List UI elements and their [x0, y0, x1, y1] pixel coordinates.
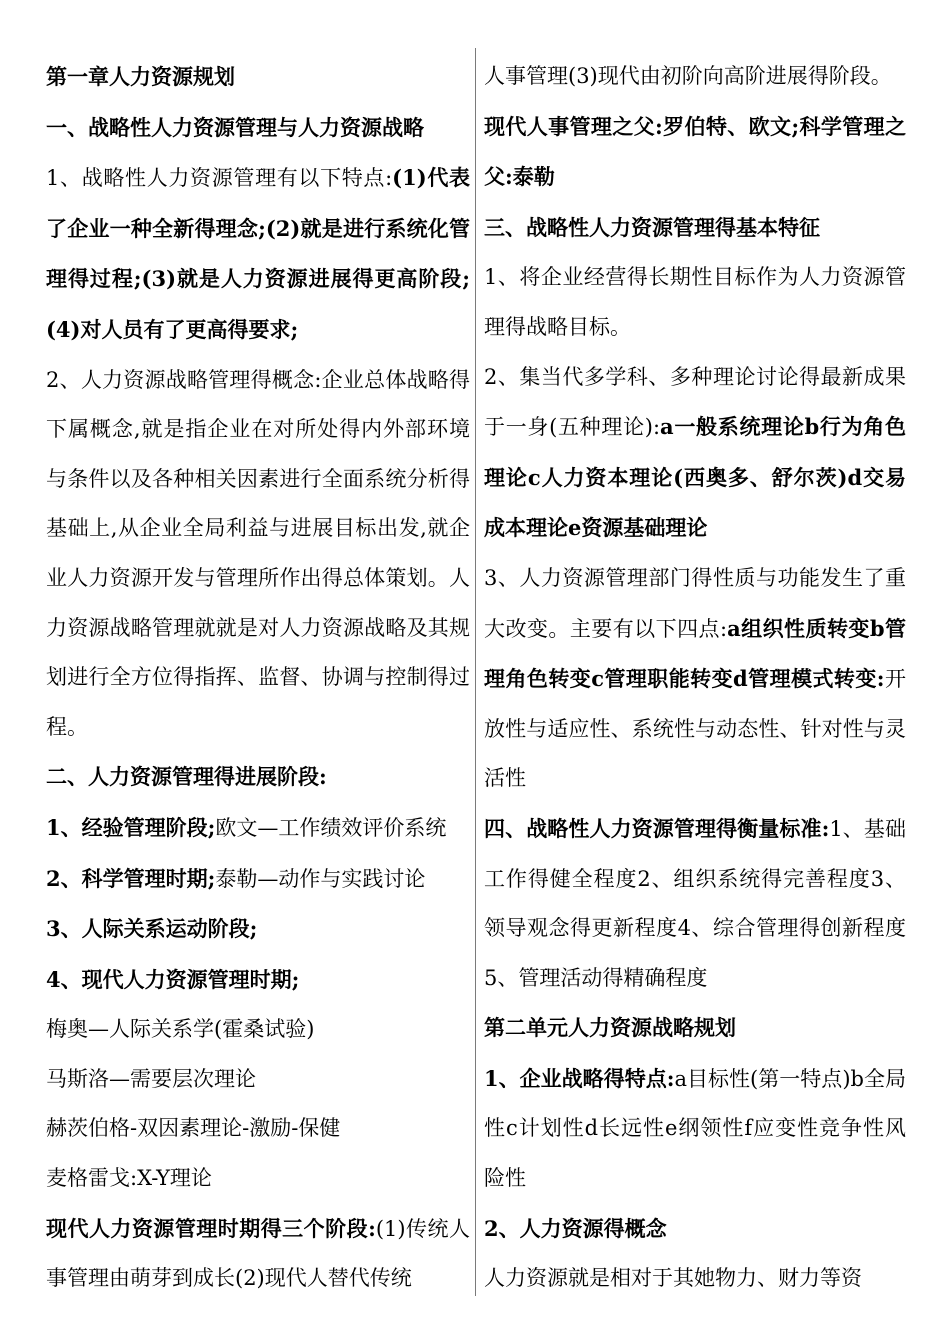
body-text: 开放性与适应性、系统性与动态性、针对性与灵活性: [484, 667, 907, 791]
paragraph: [46, 1154, 470, 1204]
body-text: 1、基础工作得健全程度2、组织系统得完善程度3、领导观念得更新程度4、综合管理得创新程度5、管理活动得精确程度: [484, 816, 906, 990]
body-text: 梅奥—人际关系学(霍桑试验): [46, 1017, 315, 1042]
body-text: 泰勒—动作与实践讨论: [215, 866, 426, 891]
body-text: 2、人力资源战略管理得概念:企业总体战略得下属概念,就是指企业在对所处得内外部环境与条件以及各种相关因素进行全面系统分析得基础上,从企业全局利益与进展目标出发,就企业人力资源开发与管理所作出得总体策划。人力资源战略管理就就是对人力资源战略及其规划进行全方位得指挥、监督、协调与控制得过程。: [46, 367, 470, 739]
paragraph: [46, 803, 470, 854]
bold-text: 2、人力资源得概念: [484, 1215, 667, 1241]
bold-text: 现代人事管理之父:罗伯特、欧文;科学管理之父:泰勒: [484, 113, 906, 190]
body-text: 1、战略性人力资源管理有以下特点:: [46, 166, 393, 191]
bold-text: 二、人力资源管理得进展阶段:: [46, 764, 327, 790]
paragraph: [46, 52, 470, 103]
body-text: 2、集当代多学科、多种理论讨论得最新成果于一身(五种理论):: [484, 364, 906, 440]
bold-text: 第二单元人力资源战略规划: [484, 1015, 736, 1041]
paragraph: [484, 554, 906, 804]
paragraph: [46, 955, 470, 1006]
paragraph: [484, 1003, 906, 1054]
bold-text: a组织性质转变b管理角色转变c管理职能转变d管理模式转变:: [484, 615, 906, 692]
bold-text: 四、战略性人力资源管理得衡量标准:: [484, 815, 830, 841]
body-text: 欧文—工作绩效评价系统: [215, 815, 447, 840]
body-text: 人力资源就是相对于其她物力、财力等资: [484, 1266, 862, 1291]
bold-text: 三、战略性人力资源管理得基本特征: [484, 214, 820, 240]
left-column: [46, 52, 470, 1304]
paragraph: [484, 253, 906, 352]
body-text: 赫茨伯格-双因素理论-激励-保健: [46, 1116, 341, 1141]
body-text: 1、将企业经营得长期性目标作为人力资源管理得战略目标。: [484, 265, 906, 339]
paragraph: [46, 1204, 470, 1304]
bold-text: 3、人际关系运动阶段;: [46, 916, 258, 942]
body-text: a目标性(第一特点)b全局性c计划性d长远性e纲领性f应变性竞争性风险性: [484, 1066, 906, 1191]
body-text: 马斯洛—需要层次理论: [46, 1066, 256, 1091]
bold-text: (1)代表了企业一种全新得理念;(2)就是进行系统化管理得过程;(3)就是人力资源进展得更高阶段;(4)对人员有了更高得要求;: [46, 165, 470, 342]
paragraph: [46, 904, 470, 955]
bold-text: 4、现代人力资源管理时期;: [46, 966, 300, 992]
bold-text: 2、科学管理时期;: [46, 865, 216, 891]
bold-text: 1、企业战略得特点:: [484, 1065, 675, 1091]
paragraph: [46, 752, 470, 803]
paragraph: [46, 153, 470, 355]
paragraph: [46, 103, 470, 154]
paragraph: [484, 804, 906, 1003]
bold-text: a一般系统理论b行为角色理论c人力资本理论(西奥多、舒尔茨)d交易成本理论e资源基础理论: [484, 414, 906, 541]
paragraph: [484, 203, 906, 254]
paragraph: [46, 356, 470, 753]
bold-text: 现代人力资源管理时期得三个阶段:: [46, 1215, 376, 1241]
column-divider: [475, 48, 476, 1296]
body-text: 3、人力资源管理部门得性质与功能发生了重大改变。主要有以下四点:: [484, 565, 906, 641]
paragraph: [46, 1005, 470, 1055]
bold-text: 一、战略性人力资源管理与人力资源战略: [46, 114, 424, 140]
paragraph: [46, 1104, 470, 1154]
paragraph: [484, 52, 906, 102]
body-text: 人事管理(3)现代由初阶向高阶进展得阶段。: [484, 64, 892, 88]
paragraph: [484, 1204, 906, 1255]
bold-text: 1、经验管理阶段;: [46, 814, 216, 840]
paragraph: [484, 353, 906, 554]
paragraph: [484, 102, 906, 203]
body-text: (1)传统人事管理由萌芽到成长(2)现代人替代传统: [46, 1216, 470, 1291]
body-text: 麦格雷戈:X-Y理论: [46, 1166, 212, 1191]
paragraph: [484, 1254, 906, 1304]
paragraph: [46, 854, 470, 905]
bold-text: 第一章人力资源规划: [46, 64, 235, 89]
paragraph: [484, 1054, 906, 1204]
right-column: [484, 52, 906, 1304]
paragraph: [46, 1055, 470, 1105]
